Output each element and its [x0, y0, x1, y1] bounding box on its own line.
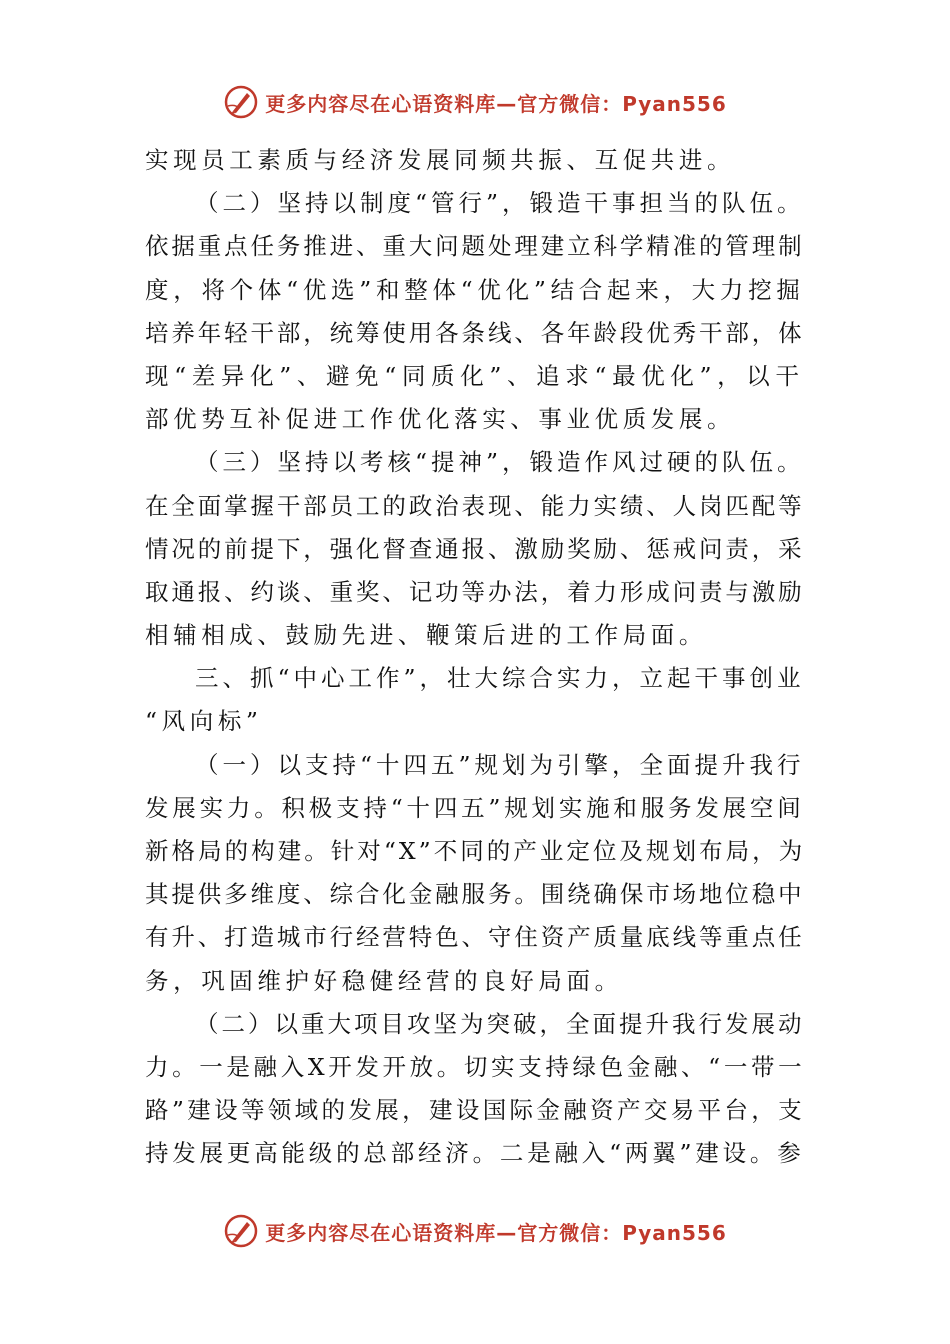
section-heading: （二）坚持以制度“管行”，锻造干事担当的队伍。	[195, 189, 805, 218]
text-line: 在全面掌握干部员工的政治表现、能力实绩、人岗匹配等	[145, 491, 805, 520]
watermark-text: 更多内容尽在心语资料库—官方微信：Pyan556	[265, 91, 727, 116]
text-line: 培养年轻干部，统筹使用各条线、各年龄段优秀干部，体	[145, 318, 805, 347]
watermark-text: 更多内容尽在心语资料库—官方微信：Pyan556	[265, 1220, 727, 1245]
text-line: 发展实力。积极支持“十四五”规划实施和服务发展空间	[145, 793, 805, 822]
text-line: 有升、打造城市行经营特色、守住资产质量底线等重点任	[145, 923, 805, 952]
text-line: 情况的前提下，强化督查通报、激励奖励、惩戒问责，采	[145, 534, 805, 563]
section-heading: （二）以重大项目攻坚为突破，全面提升我行发展动	[195, 1009, 805, 1038]
text-line: 其提供多维度、综合化金融服务。围绕确保市场地位稳中	[145, 880, 805, 909]
footer-watermark	[0, 1211, 950, 1251]
section-heading: （一）以支持“十四五”规划为引擎，全面提升我行	[195, 750, 805, 779]
text-line: 相辅相成、鼓励先进、鞭策后进的工作局面。	[145, 621, 707, 650]
text-line: 力。一是融入X开发开放。切实支持绿色金融、“一带一	[145, 1052, 806, 1081]
text-line: 持发展更高能级的总部经济。二是融入“两翼”建设。参	[145, 1139, 805, 1168]
text-line: 实现员工素质与经济发展同频共振、互促共进。	[145, 146, 736, 174]
text-line: 新格局的构建。针对“X”不同的产业定位及规划布局，为	[145, 837, 806, 865]
text-line: 取通报、约谈、重奖、记功等办法，着力形成问责与激励	[145, 577, 805, 606]
chapter-heading: 三、抓“中心工作”，壮大综合实力，立起干事创业	[195, 664, 805, 693]
text-line: 务，巩固维护好稳健经营的良好局面。	[145, 966, 623, 995]
text-line: 度，将个体“优选”和整体“优化”结合起来，大力挖掘	[145, 275, 805, 304]
pen-logo-icon	[223, 84, 259, 120]
text-line: 路”建设等领域的发展，建设国际金融资产交易平台，支	[145, 1096, 806, 1125]
text-line: 现“差异化”、避免“同质化”、追求“最优化”，以干	[145, 361, 805, 390]
header-watermark	[0, 82, 950, 122]
pen-logo-icon	[223, 1213, 259, 1249]
section-heading: （三）坚持以考核“提神”，锻造作风过硬的队伍。	[195, 448, 805, 477]
text-line: 依据重点任务推进、重大问题处理建立科学精准的管理制	[145, 232, 805, 261]
document-body	[145, 139, 805, 1176]
chapter-heading-continued: “风向标”	[145, 707, 263, 736]
text-line: 部优势互补促进工作优化落实、事业优质发展。	[145, 405, 736, 434]
